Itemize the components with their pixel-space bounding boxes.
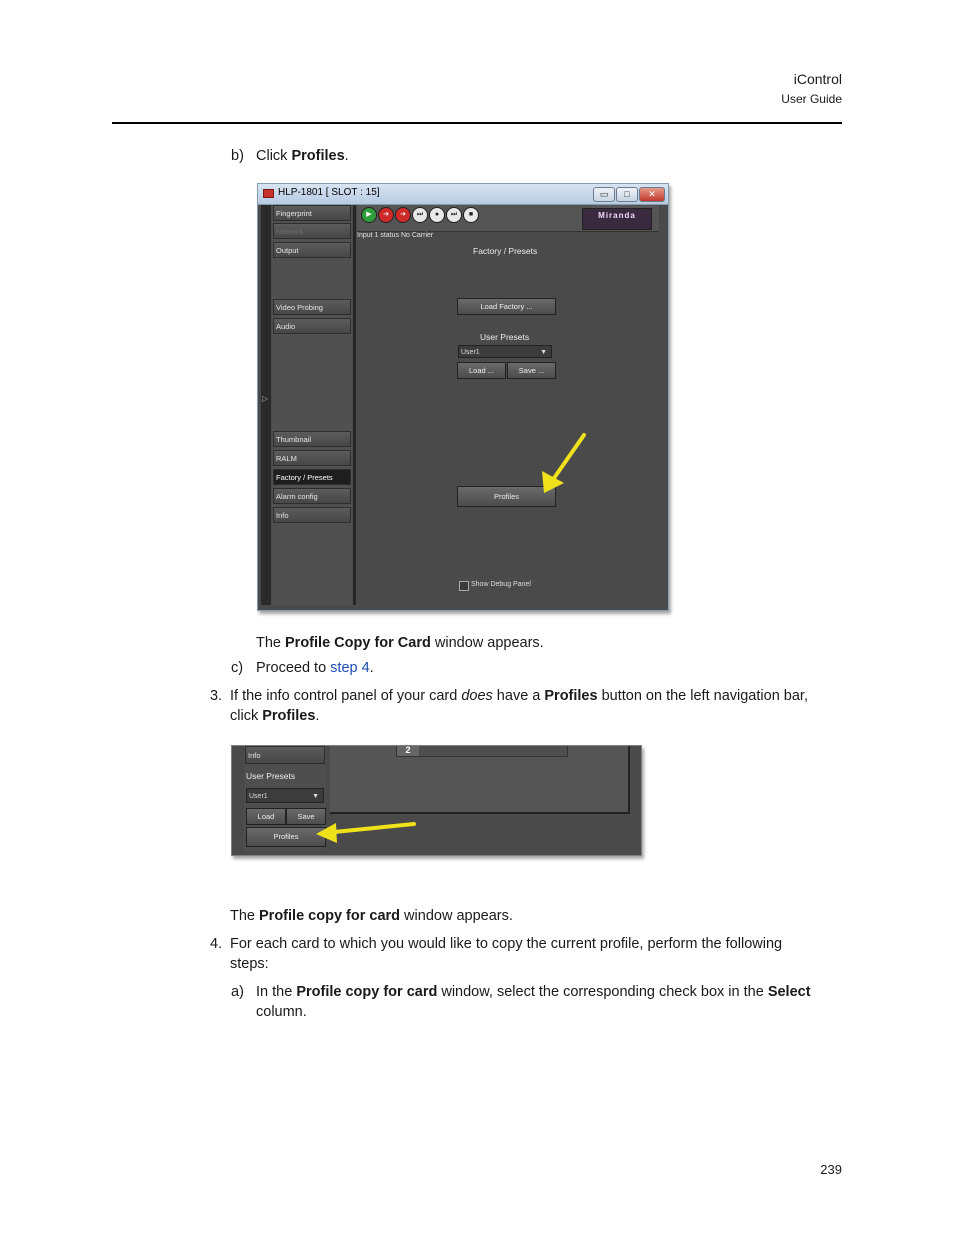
app-icon [263, 189, 274, 198]
header-subtitle: User Guide [781, 92, 842, 106]
minimize-icon[interactable]: ▭ [593, 187, 615, 202]
step-4-marker: 4. [210, 936, 223, 952]
nav-audio[interactable]: Audio [273, 318, 351, 334]
nav-alarm-config[interactable]: Alarm config [273, 488, 351, 504]
load-preset-button[interactable]: Load ... [457, 362, 506, 379]
profiles-button[interactable]: Profiles [457, 486, 556, 507]
arrow-red-icon: ➔ [378, 207, 394, 223]
step-3-text: If the info control panel of your card does have a Profiles button on the left navigation bar, click Profiles. [230, 688, 808, 724]
step-c-text: Proceed to step 4. [256, 660, 374, 676]
screenshot-nav-profiles [231, 745, 642, 856]
save-preset-button[interactable]: Save ... [507, 362, 556, 379]
window-appears-note-1: The Profile Copy for Card window appears. [256, 635, 544, 651]
skip-icon: ⏭ [446, 207, 462, 223]
collapse-strip[interactable] [261, 205, 271, 605]
debug-label: Show Debug Panel [471, 581, 531, 588]
user-presets-label: User Presets [246, 771, 296, 781]
miranda-logo: Miranda [582, 208, 652, 230]
step-a-text: In the Profile copy for card window, select the corresponding check box in the Select column. [256, 984, 811, 1020]
chevron-down-icon: ▼ [540, 349, 547, 356]
user-preset-select[interactable] [246, 788, 324, 803]
expand-arrow-icon[interactable]: ▷ [262, 394, 269, 403]
step-4-link[interactable]: step 4 [330, 660, 370, 676]
tab-strip [396, 746, 568, 757]
input-status: Input 1 status No Carrier [357, 232, 434, 239]
step-b-text: Click Profiles. [256, 148, 349, 164]
user-presets-label: User Presets [480, 332, 530, 342]
arrow-pointer-icon [310, 816, 420, 846]
arrow-pointer-icon [528, 429, 598, 499]
load-preset-button[interactable]: Load [246, 808, 286, 825]
arrow-red-icon: ➔ [395, 207, 411, 223]
close-icon[interactable]: ✕ [639, 187, 665, 202]
step-b-marker: b) [231, 148, 244, 164]
window-appears-note-2: The Profile copy for card window appears. [230, 908, 513, 924]
load-factory-button[interactable]: Load Factory ... [457, 298, 556, 315]
chevron-down-icon: ▼ [312, 793, 319, 800]
left-navigation [272, 205, 352, 605]
preset-value: User1 [461, 349, 480, 356]
profiles-button[interactable]: Profiles [246, 827, 326, 847]
step-a-marker: a) [231, 984, 244, 1000]
panel-divider[interactable] [353, 205, 356, 605]
window-titlebar [258, 184, 668, 205]
nav-output[interactable]: Output [273, 242, 351, 258]
nav-info[interactable]: Info [273, 507, 351, 523]
record-icon: ● [429, 207, 445, 223]
window-title: HLP-1801 [ SLOT : 15] [278, 187, 380, 198]
preset-value: User1 [249, 793, 268, 800]
header-rule [112, 122, 842, 124]
stop-icon: ■ [463, 207, 479, 223]
maximize-icon[interactable]: □ [616, 187, 638, 202]
nav-factory-presets[interactable]: Factory / Presets [273, 469, 351, 485]
tab-number[interactable]: 2 [397, 746, 419, 756]
play-green-icon: ▶ [361, 207, 377, 223]
nav-ralm[interactable]: RALM [273, 450, 351, 466]
step-3-marker: 3. [210, 688, 223, 704]
step-c-marker: c) [231, 660, 244, 676]
step-4-text: For each card to which you would like to copy the current profile, perform the following steps: [230, 936, 783, 972]
nav-info[interactable]: Info [245, 746, 325, 764]
panel-title: Factory / Presets [473, 246, 538, 256]
nav-network[interactable]: Network [273, 223, 351, 239]
nav-video-probing[interactable]: Video Probing [273, 299, 351, 315]
skip-icon: ⏭ [412, 207, 428, 223]
debug-checkbox[interactable] [459, 581, 469, 591]
nav-thumbnail[interactable]: Thumbnail [273, 431, 351, 447]
header-title: iControl [793, 71, 842, 87]
nav-fingerprint[interactable]: Fingerprint [273, 205, 351, 221]
save-preset-button[interactable]: Save [286, 808, 326, 825]
page-number: 239 [820, 1162, 842, 1177]
user-preset-select[interactable] [458, 345, 552, 358]
screenshot-profiles-window [257, 183, 669, 611]
